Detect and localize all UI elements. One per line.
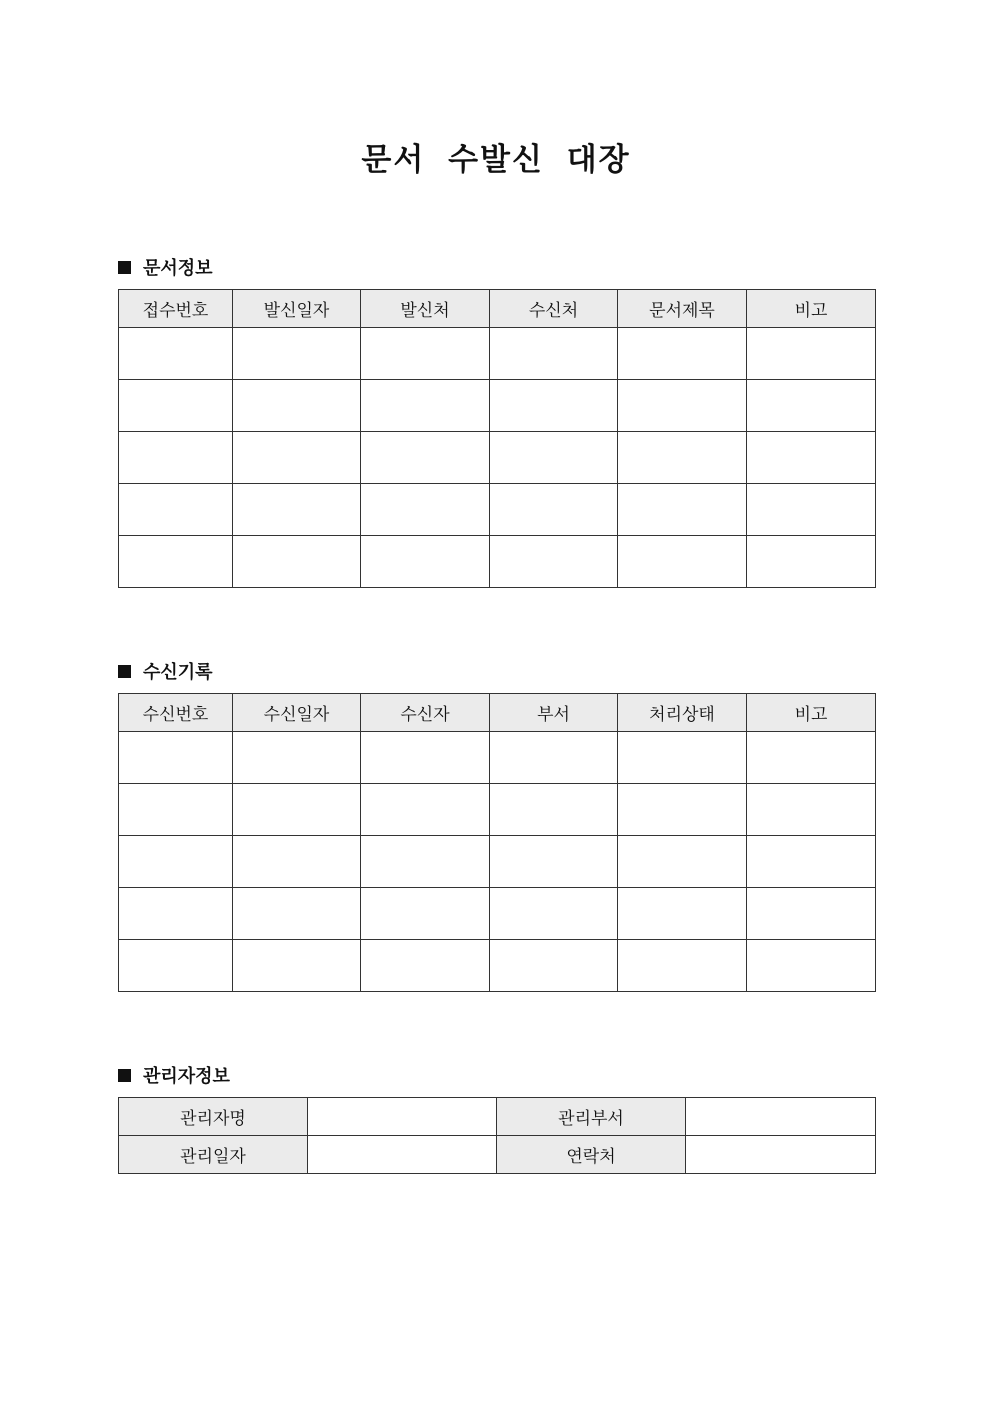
- receive-log-table: [118, 693, 876, 992]
- table-row: [119, 432, 876, 484]
- table-cell[interactable]: [490, 732, 618, 784]
- table-row: [119, 328, 876, 380]
- table-cell[interactable]: [747, 888, 876, 940]
- table-row: [119, 940, 876, 992]
- square-bullet-icon: [118, 261, 131, 274]
- table-row: [119, 484, 876, 536]
- table-cell[interactable]: [361, 484, 490, 536]
- table-cell[interactable]: [119, 940, 233, 992]
- table-cell[interactable]: [747, 784, 876, 836]
- section-title: 문서정보: [143, 258, 213, 279]
- manager-name-field[interactable]: [308, 1098, 497, 1136]
- table-cell[interactable]: [361, 836, 490, 888]
- table-cell[interactable]: [119, 536, 233, 588]
- table-cell[interactable]: [119, 888, 233, 940]
- table-cell[interactable]: [747, 432, 876, 484]
- column-header-remarks: 비고: [747, 290, 876, 328]
- column-header-receive-no: 수신번호: [119, 694, 233, 732]
- table-cell[interactable]: [618, 784, 747, 836]
- table-cell[interactable]: [618, 888, 747, 940]
- table-cell[interactable]: [747, 380, 876, 432]
- table-row: [119, 1136, 876, 1174]
- table-cell[interactable]: [490, 784, 618, 836]
- table-cell[interactable]: [233, 888, 361, 940]
- table-cell[interactable]: [233, 836, 361, 888]
- table-cell[interactable]: [618, 836, 747, 888]
- table-cell[interactable]: [490, 536, 618, 588]
- table-cell[interactable]: [119, 380, 233, 432]
- table-row: [119, 836, 876, 888]
- table-cell[interactable]: [490, 328, 618, 380]
- table-cell[interactable]: [233, 484, 361, 536]
- column-header-status: 처리상태: [618, 694, 747, 732]
- table-cell[interactable]: [618, 380, 747, 432]
- table-cell[interactable]: [618, 732, 747, 784]
- label-manager-dept: 관리부서: [497, 1098, 686, 1136]
- table-cell[interactable]: [233, 536, 361, 588]
- table-cell[interactable]: [119, 732, 233, 784]
- doc-info-table: [118, 289, 876, 588]
- table-row: [119, 1098, 876, 1136]
- table-cell[interactable]: [361, 940, 490, 992]
- column-header-receipt-no: 접수번호: [119, 290, 233, 328]
- table-cell[interactable]: [747, 940, 876, 992]
- manager-info-table: [118, 1097, 876, 1174]
- table-cell[interactable]: [618, 484, 747, 536]
- table-cell[interactable]: [618, 432, 747, 484]
- section-heading-receive-log: [118, 658, 213, 684]
- square-bullet-icon: [118, 1069, 131, 1082]
- table-cell[interactable]: [747, 484, 876, 536]
- table-cell[interactable]: [618, 328, 747, 380]
- table-header-row: [119, 290, 876, 328]
- table-cell[interactable]: [361, 888, 490, 940]
- manage-date-field[interactable]: [308, 1136, 497, 1174]
- table-cell[interactable]: [361, 732, 490, 784]
- table-cell[interactable]: [233, 380, 361, 432]
- page-title: 문서 수발신 대장: [361, 142, 631, 178]
- contact-field[interactable]: [686, 1136, 876, 1174]
- section-heading-doc-info: [118, 254, 213, 280]
- column-header-remarks: 비고: [747, 694, 876, 732]
- table-cell[interactable]: [747, 732, 876, 784]
- table-cell[interactable]: [233, 432, 361, 484]
- column-header-receiver: 수신자: [361, 694, 490, 732]
- table-cell[interactable]: [119, 484, 233, 536]
- table-cell[interactable]: [361, 328, 490, 380]
- table-cell[interactable]: [490, 836, 618, 888]
- table-row: [119, 536, 876, 588]
- table-cell[interactable]: [361, 536, 490, 588]
- section-heading-manager-info: [118, 1062, 230, 1088]
- column-header-recipient: 수신처: [490, 290, 618, 328]
- table-cell[interactable]: [119, 328, 233, 380]
- label-contact: 연락처: [497, 1136, 686, 1174]
- column-header-sender: 발신처: [361, 290, 490, 328]
- manager-dept-field[interactable]: [686, 1098, 876, 1136]
- table-cell[interactable]: [747, 836, 876, 888]
- section-title: 관리자정보: [143, 1066, 230, 1087]
- table-row: [119, 380, 876, 432]
- table-cell[interactable]: [490, 380, 618, 432]
- table-cell[interactable]: [618, 940, 747, 992]
- table-cell[interactable]: [747, 536, 876, 588]
- column-header-receive-date: 수신일자: [233, 694, 361, 732]
- table-row: [119, 732, 876, 784]
- table-cell[interactable]: [119, 836, 233, 888]
- section-title: 수신기록: [143, 662, 213, 683]
- table-cell[interactable]: [233, 940, 361, 992]
- table-cell[interactable]: [490, 888, 618, 940]
- table-cell[interactable]: [490, 484, 618, 536]
- column-header-doc-title: 문서제목: [618, 290, 747, 328]
- label-manage-date: 관리일자: [119, 1136, 308, 1174]
- table-cell[interactable]: [233, 732, 361, 784]
- table-cell[interactable]: [747, 328, 876, 380]
- table-header-row: [119, 694, 876, 732]
- column-header-department: 부서: [490, 694, 618, 732]
- table-cell[interactable]: [361, 784, 490, 836]
- table-cell[interactable]: [233, 784, 361, 836]
- table-cell[interactable]: [233, 328, 361, 380]
- table-row: [119, 784, 876, 836]
- table-row: [119, 888, 876, 940]
- table-cell[interactable]: [618, 536, 747, 588]
- table-cell[interactable]: [490, 940, 618, 992]
- label-manager-name: 관리자명: [119, 1098, 308, 1136]
- table-cell[interactable]: [490, 432, 618, 484]
- table-cell[interactable]: [361, 432, 490, 484]
- square-bullet-icon: [118, 665, 131, 678]
- table-cell[interactable]: [119, 784, 233, 836]
- column-header-send-date: 발신일자: [233, 290, 361, 328]
- table-cell[interactable]: [119, 432, 233, 484]
- table-cell[interactable]: [361, 380, 490, 432]
